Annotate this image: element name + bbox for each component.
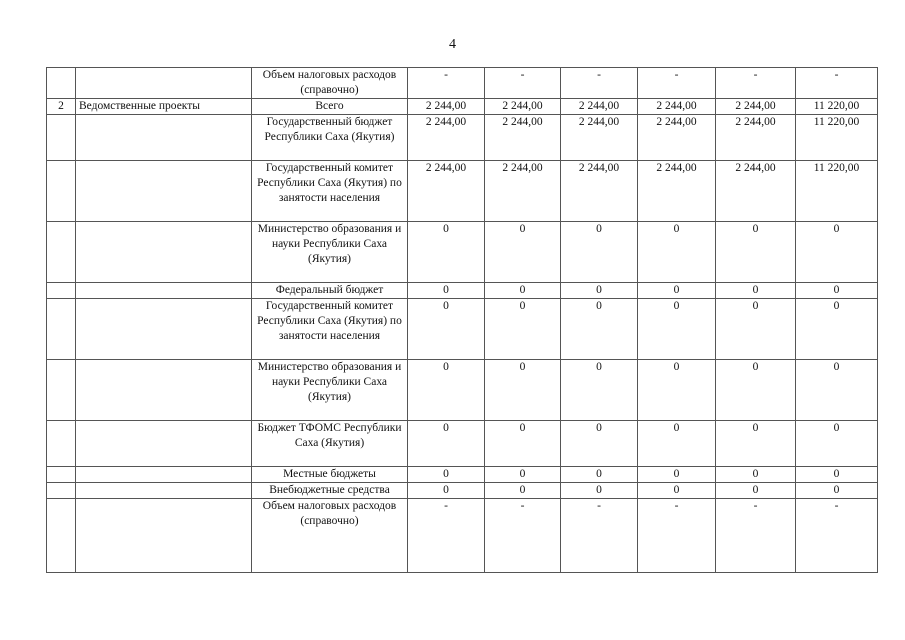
value-cell: 0 bbox=[716, 299, 796, 360]
funding-source-cell: Федеральный бюджет bbox=[252, 283, 408, 299]
value-cell: 2 244,00 bbox=[561, 161, 638, 222]
value-cell: 0 bbox=[561, 483, 638, 499]
value-cell: 2 244,00 bbox=[716, 99, 796, 115]
value-cell: - bbox=[485, 68, 561, 99]
funding-source-cell: Местные бюджеты bbox=[252, 467, 408, 483]
value-cell: 0 bbox=[561, 421, 638, 467]
table-row bbox=[47, 283, 878, 299]
value-cell: 0 bbox=[408, 222, 485, 283]
value-cell: - bbox=[638, 499, 716, 573]
value-cell: 0 bbox=[796, 467, 878, 483]
value-cell: 0 bbox=[796, 222, 878, 283]
value-cell: 2 244,00 bbox=[638, 99, 716, 115]
row-number-cell bbox=[47, 283, 76, 299]
value-cell: 0 bbox=[561, 283, 638, 299]
value-cell: 2 244,00 bbox=[408, 161, 485, 222]
value-cell: 0 bbox=[485, 299, 561, 360]
value-cell: 2 244,00 bbox=[716, 161, 796, 222]
row-number-cell bbox=[47, 499, 76, 573]
value-cell: 0 bbox=[716, 283, 796, 299]
table-row bbox=[47, 222, 878, 283]
value-cell: - bbox=[561, 68, 638, 99]
value-cell: 0 bbox=[485, 483, 561, 499]
value-cell: 0 bbox=[485, 222, 561, 283]
value-cell: 0 bbox=[716, 360, 796, 421]
project-name-cell bbox=[76, 283, 252, 299]
value-cell: 0 bbox=[796, 360, 878, 421]
funding-source-cell: Бюджет ТФОМС Республики Саха (Якутия) bbox=[252, 421, 408, 467]
value-cell: 11 220,00 bbox=[796, 161, 878, 222]
value-cell: 0 bbox=[796, 299, 878, 360]
row-number-cell bbox=[47, 115, 76, 161]
value-cell: 0 bbox=[638, 360, 716, 421]
value-cell: 11 220,00 bbox=[796, 115, 878, 161]
value-cell: 0 bbox=[408, 467, 485, 483]
value-cell: - bbox=[796, 68, 878, 99]
value-cell: 0 bbox=[485, 421, 561, 467]
value-cell: 0 bbox=[485, 360, 561, 421]
value-cell: 0 bbox=[638, 299, 716, 360]
table-row bbox=[47, 499, 878, 573]
value-cell: 2 244,00 bbox=[485, 99, 561, 115]
funding-source-cell: Объем налоговых расходов (справочно) bbox=[252, 499, 408, 573]
table-row bbox=[47, 360, 878, 421]
budget-table bbox=[46, 67, 878, 573]
funding-source-cell: Государственный бюджет Республики Саха (Якутия) bbox=[252, 115, 408, 161]
row-number-cell bbox=[47, 222, 76, 283]
table-row bbox=[47, 68, 878, 99]
row-number-cell bbox=[47, 421, 76, 467]
page-number: 4 bbox=[449, 37, 456, 52]
value-cell: 0 bbox=[716, 222, 796, 283]
value-cell: - bbox=[716, 499, 796, 573]
value-cell: - bbox=[408, 499, 485, 573]
value-cell: 0 bbox=[485, 467, 561, 483]
value-cell: 0 bbox=[638, 467, 716, 483]
value-cell: 2 244,00 bbox=[408, 99, 485, 115]
value-cell: 0 bbox=[716, 421, 796, 467]
value-cell: 0 bbox=[638, 421, 716, 467]
value-cell: 0 bbox=[408, 483, 485, 499]
value-cell: 2 244,00 bbox=[561, 99, 638, 115]
row-number-cell bbox=[47, 483, 76, 499]
value-cell: - bbox=[796, 499, 878, 573]
value-cell: 0 bbox=[561, 222, 638, 283]
value-cell: 2 244,00 bbox=[408, 115, 485, 161]
value-cell: 2 244,00 bbox=[561, 115, 638, 161]
value-cell: 0 bbox=[561, 360, 638, 421]
row-number-cell: 2 bbox=[47, 99, 76, 115]
row-number-cell bbox=[47, 360, 76, 421]
value-cell: 2 244,00 bbox=[485, 115, 561, 161]
value-cell: 0 bbox=[485, 283, 561, 299]
value-cell: 0 bbox=[716, 467, 796, 483]
project-name-cell bbox=[76, 483, 252, 499]
value-cell: 2 244,00 bbox=[638, 161, 716, 222]
table-row bbox=[47, 299, 878, 360]
funding-source-cell: Министерство образования и науки Республики Саха (Якутия) bbox=[252, 222, 408, 283]
row-number-cell bbox=[47, 68, 76, 99]
table-row bbox=[47, 99, 878, 115]
value-cell: 0 bbox=[796, 483, 878, 499]
table-row bbox=[47, 483, 878, 499]
project-name-cell: Ведомственные проекты bbox=[76, 99, 252, 115]
funding-source-cell: Государственный комитет Республики Саха (Якутия) по занятости населения bbox=[252, 299, 408, 360]
value-cell: 0 bbox=[638, 483, 716, 499]
value-cell: - bbox=[638, 68, 716, 99]
value-cell: 0 bbox=[716, 483, 796, 499]
value-cell: 0 bbox=[408, 421, 485, 467]
value-cell: 0 bbox=[408, 360, 485, 421]
table-row bbox=[47, 421, 878, 467]
project-name-cell bbox=[76, 222, 252, 283]
project-name-cell bbox=[76, 115, 252, 161]
table-row bbox=[47, 161, 878, 222]
value-cell: - bbox=[561, 499, 638, 573]
table-row bbox=[47, 115, 878, 161]
funding-source-cell: Внебюджетные средства bbox=[252, 483, 408, 499]
value-cell: 0 bbox=[408, 299, 485, 360]
value-cell: - bbox=[408, 68, 485, 99]
value-cell: 0 bbox=[561, 467, 638, 483]
value-cell: 0 bbox=[561, 299, 638, 360]
value-cell: 0 bbox=[408, 283, 485, 299]
value-cell: 2 244,00 bbox=[485, 161, 561, 222]
value-cell: - bbox=[485, 499, 561, 573]
funding-source-cell: Министерство образования и науки Республики Саха (Якутия) bbox=[252, 360, 408, 421]
project-name-cell bbox=[76, 161, 252, 222]
value-cell: 0 bbox=[796, 421, 878, 467]
table-row bbox=[47, 467, 878, 483]
project-name-cell bbox=[76, 499, 252, 573]
project-name-cell bbox=[76, 68, 252, 99]
funding-source-cell: Государственный комитет Республики Саха (Якутия) по занятости населения bbox=[252, 161, 408, 222]
project-name-cell bbox=[76, 421, 252, 467]
value-cell: 2 244,00 bbox=[716, 115, 796, 161]
value-cell: - bbox=[716, 68, 796, 99]
funding-source-cell: Объем налоговых расходов (справочно) bbox=[252, 68, 408, 99]
row-number-cell bbox=[47, 161, 76, 222]
value-cell: 0 bbox=[638, 283, 716, 299]
value-cell: 0 bbox=[638, 222, 716, 283]
value-cell: 11 220,00 bbox=[796, 99, 878, 115]
project-name-cell bbox=[76, 360, 252, 421]
project-name-cell bbox=[76, 299, 252, 360]
project-name-cell bbox=[76, 467, 252, 483]
row-number-cell bbox=[47, 467, 76, 483]
row-number-cell bbox=[47, 299, 76, 360]
value-cell: 2 244,00 bbox=[638, 115, 716, 161]
value-cell: 0 bbox=[796, 283, 878, 299]
funding-source-cell: Всего bbox=[252, 99, 408, 115]
